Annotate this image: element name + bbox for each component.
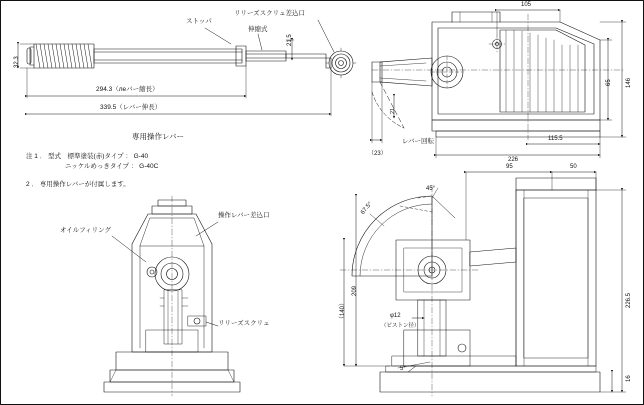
dim-65: 65 bbox=[606, 79, 612, 86]
dim-226: 226 bbox=[508, 157, 519, 163]
dim-209: 209 bbox=[352, 285, 358, 296]
dim-lever-extended-length: 339.5（レバー伸長） bbox=[100, 104, 162, 111]
title-dedicated-operating-lever: 専用操作レバー bbox=[132, 132, 184, 141]
angle-45: 45° bbox=[426, 186, 436, 192]
label-telescopic: 伸縮式 bbox=[248, 26, 268, 33]
dim-146: 146 bbox=[626, 77, 632, 88]
dim-140: （140） bbox=[340, 299, 346, 322]
dim-32-3: 32.3 bbox=[14, 56, 20, 68]
label-piston-diameter-value: φ12 bbox=[390, 313, 401, 319]
dim-105: 105 bbox=[521, 2, 532, 8]
dim-lever-retracted-length: 294.3（леバー縮長） bbox=[96, 86, 159, 93]
label-oil-filling: オイルフィリング bbox=[60, 227, 112, 234]
drawing-note-1: 注 1 ． 型式 標準塗装(赤)タイプ ： G-40 bbox=[26, 153, 149, 160]
drawing-note-1b: ニッケルめっきタイプ ： G-40C bbox=[26, 163, 159, 170]
dim-50: 50 bbox=[570, 164, 577, 170]
dim-226-5: 226.5 bbox=[626, 292, 632, 308]
dim-21-5: 21.5 bbox=[287, 34, 293, 46]
angle-67-5: 67.5° bbox=[360, 201, 374, 216]
label-stopper: ストッパ bbox=[186, 18, 212, 25]
angle-5: 5° bbox=[400, 366, 406, 372]
dim-115-5: 115.5 bbox=[548, 136, 563, 142]
dim-16: 16 bbox=[626, 375, 632, 382]
drawing-note-2: 2 ． 専用操作レバーが付属します。 bbox=[26, 181, 130, 188]
label-piston-diameter-caption: （ピストン径） bbox=[381, 323, 420, 329]
label-release-screw-socket: リリーズスクリュ差込口 bbox=[234, 10, 305, 17]
dim-95: 95 bbox=[506, 164, 513, 170]
label-lever-socket: 操作レバー差込口 bbox=[218, 212, 270, 219]
dim-21: 21 bbox=[390, 107, 396, 114]
label-release-screw: リリーズスクリュ bbox=[218, 320, 270, 327]
label-lever-rotation: レバー回転 bbox=[402, 138, 435, 145]
dim-23: （23） bbox=[368, 151, 387, 157]
